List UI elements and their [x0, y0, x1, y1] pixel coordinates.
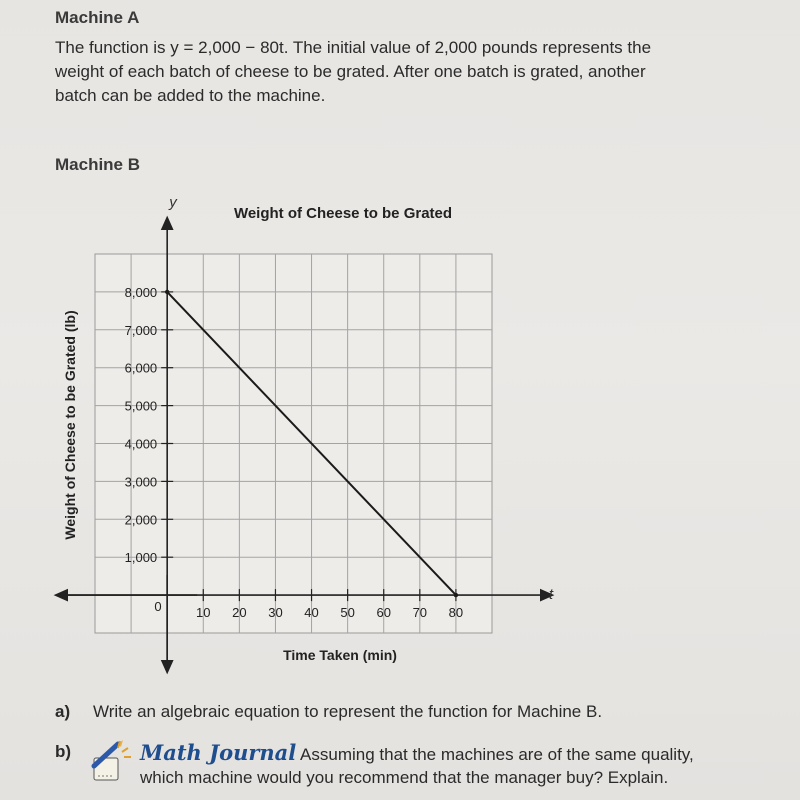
math-journal-label: Math Journal	[140, 740, 297, 765]
x-tick-label: 40	[304, 605, 319, 621]
x-tick-label: 80	[448, 605, 464, 621]
y-tick-label: 4,000	[124, 436, 158, 452]
question-b-text-2: which machine would you recommend that the manager buy? Explain.	[140, 768, 669, 787]
y-tick-label: 5,000	[124, 398, 158, 414]
x-axis-variable: t	[548, 586, 554, 603]
question-b-text-1: Assuming that the machines are of the same quality,	[296, 745, 694, 764]
x-tick-label: 30	[268, 605, 283, 621]
question-a	[55, 702, 602, 722]
origin-label: 0	[154, 599, 162, 614]
x-tick-label: 50	[340, 605, 355, 621]
y-axis-label: Weight of Cheese to be Grated (lb)	[62, 310, 78, 540]
machine-a-heading: Machine A	[55, 8, 140, 27]
pencil-notebook-icon	[88, 738, 134, 786]
chart-title: Weight of Cheese to be Grated	[233, 205, 453, 222]
question-a-text: Write an algebraic equation to represent the function for Machine B.	[93, 702, 603, 721]
machine-a-line: weight of each batch of cheese to be grated. After one batch is grated, another	[55, 62, 646, 81]
x-tick-label: 10	[196, 605, 211, 621]
y-tick-label: 8,000	[124, 284, 158, 300]
x-tick-label: 70	[412, 605, 428, 621]
y-tick-label: 6,000	[124, 360, 158, 376]
y-axis-variable: y	[169, 194, 177, 211]
x-tick-label: 60	[376, 605, 391, 621]
question-b-label: b)	[55, 742, 72, 761]
x-tick-label: 20	[232, 605, 247, 621]
question-a-label: a)	[55, 702, 71, 721]
machine-a-line: batch can be added to the machine.	[55, 86, 326, 105]
y-tick-label: 3,000	[124, 474, 158, 490]
y-tick-label: 2,000	[124, 512, 158, 528]
y-tick-label: 7,000	[124, 322, 158, 338]
y-tick-label: 1,000	[124, 550, 158, 566]
machine-b-heading: Machine B	[55, 155, 141, 174]
data-point	[165, 290, 169, 294]
machine-a-line: The function is y = 2,000 − 80t. The initial value of 2,000 pounds represents the	[55, 38, 652, 57]
data-point	[454, 593, 458, 597]
x-axis-label: Time Taken (min)	[283, 647, 397, 663]
question-b-line-1	[140, 740, 694, 765]
